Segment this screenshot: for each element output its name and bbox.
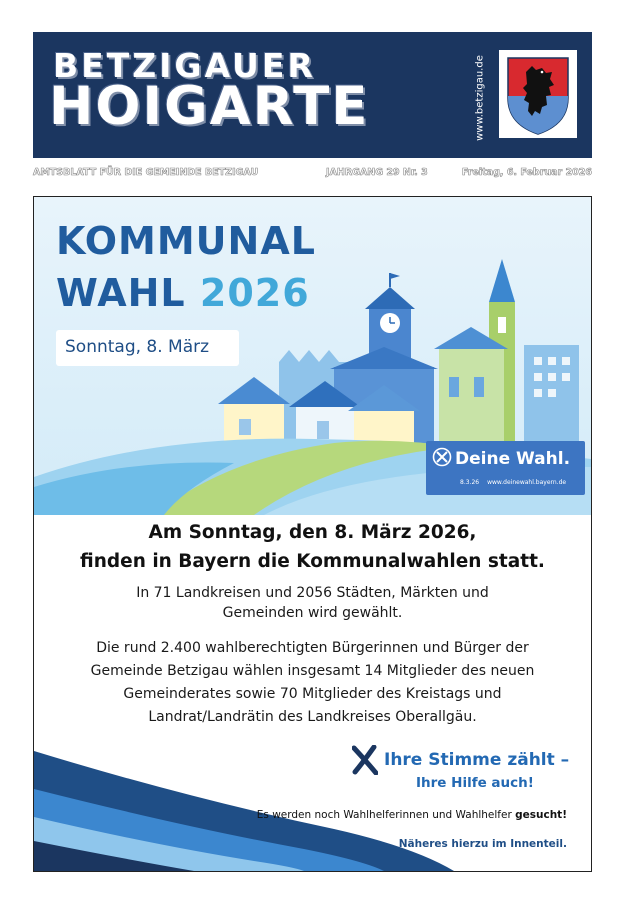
publication-type: AMTSBLATT FÜR DIE GEMEINDE BETZIGAU xyxy=(33,167,259,178)
paragraph2-line1: Die rund 2.400 wahlberechtigten Bürgerinnen und Bürger der xyxy=(96,640,529,656)
ballot-cross-icon xyxy=(352,745,378,775)
paragraph2-line3: Gemeinderates sowie 70 Mitglieder des Kreistags und xyxy=(123,686,502,702)
more-info-inside: Näheres hierzu im Innenteil. xyxy=(398,838,567,850)
banner-title-wahl: WAHL 2026 xyxy=(56,271,310,315)
paragraph2-line2: Gemeinde Betzigau wählen insgesamt 14 Mitglieder des neuen xyxy=(90,663,535,679)
deine-wahl-badge xyxy=(426,441,585,495)
headline-line2: finden in Bayern die Kommunalwahlen statt. xyxy=(80,551,545,572)
badge-text: Deine Wahl. xyxy=(455,449,571,469)
paragraph1-line2: Gemeinden wird gewählt. xyxy=(222,605,403,621)
paragraph2-line4: Landrat/Landrätin des Landkreises Oberallgäu. xyxy=(148,709,477,725)
banner-year: 2026 xyxy=(199,271,310,315)
volume-number: JAHRGANG 29 Nr. 3 xyxy=(326,167,428,178)
issue-info-bar xyxy=(33,167,592,179)
paragraph1-line1: In 71 Landkreisen und 2056 Städten, Märkten und xyxy=(136,585,489,601)
issue-date: Freitag, 6. Februar 2026 xyxy=(461,167,592,178)
election-date-box xyxy=(56,330,239,366)
election-date: Sonntag, 8. März xyxy=(65,337,210,357)
masthead xyxy=(33,32,592,158)
coat-of-arms-icon xyxy=(499,50,577,138)
banner-title-kommunal: KOMMUNAL xyxy=(56,219,316,263)
election-notice xyxy=(33,196,592,872)
masthead-url[interactable]: www.betzigau.de xyxy=(474,55,486,141)
vote-counts-text: Ihre Stimme zählt – xyxy=(384,750,570,770)
badge-subline: 8.3.26 www.deinewahl.bayern.de xyxy=(460,479,567,486)
poll-workers-wanted: Es werden noch Wahlhelferinnen und Wahlhelfer gesucht! xyxy=(256,809,567,821)
headline-line1: Am Sonntag, den 8. März 2026, xyxy=(148,522,477,543)
masthead-title-line2: HOIGARTE xyxy=(49,76,370,137)
help-counts-text: Ihre Hilfe auch! xyxy=(416,775,534,791)
masthead-title-line1: BETZIGAUER xyxy=(53,46,316,85)
ballot-cross-icon xyxy=(432,447,452,467)
